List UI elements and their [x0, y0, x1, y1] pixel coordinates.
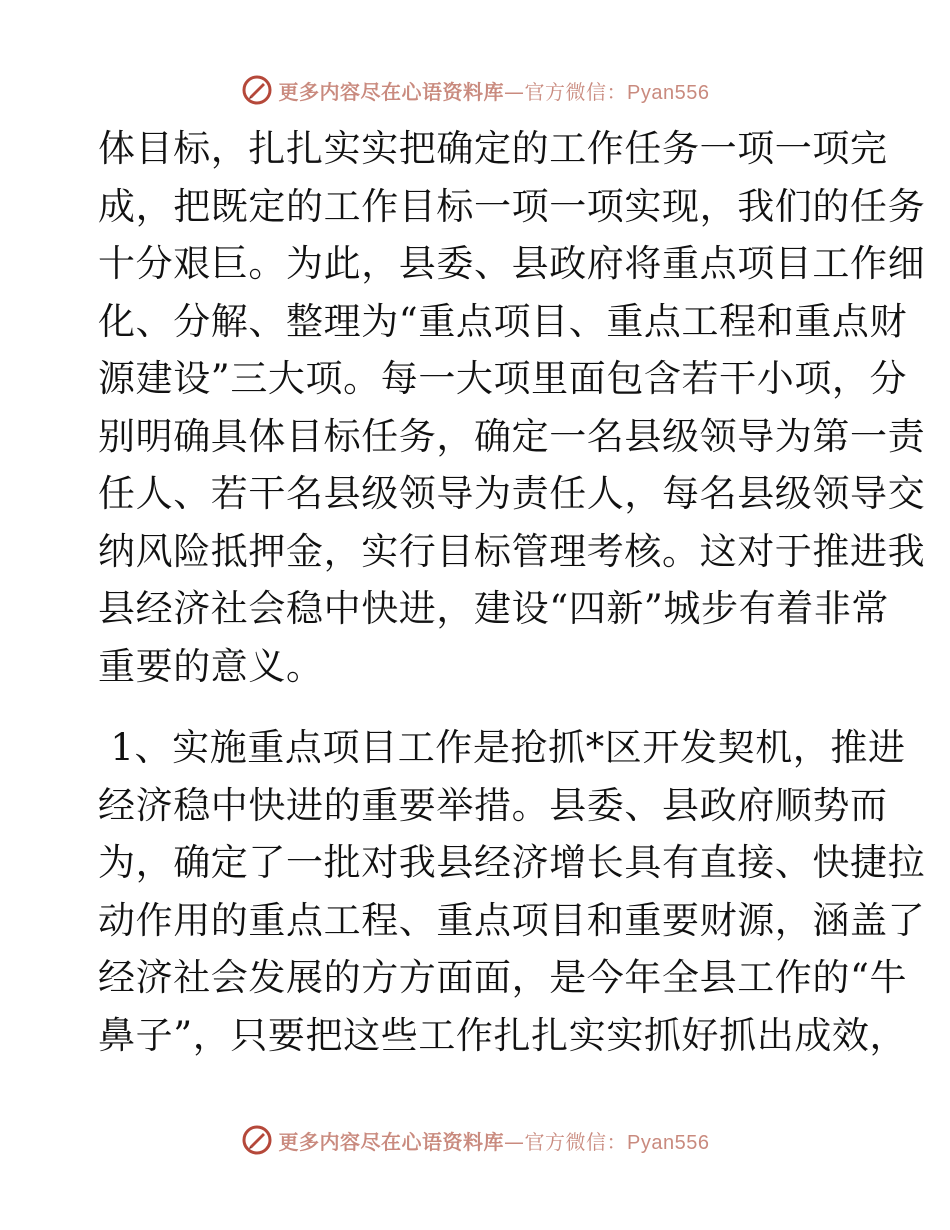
text-line: 化、分解、整理为“重点项目、重点工程和重点财: [98, 299, 908, 343]
text-line: 为，确定了一批对我县经济增长具有直接、快捷拉: [98, 841, 926, 884]
quill-logo-icon: [241, 1124, 273, 1156]
text-line: 源建设”三大项。每一大项里面包含若干小项，分: [98, 357, 908, 400]
quill-logo-icon: [241, 74, 273, 106]
text-line: 任人、若干名县级领导为责任人，每名县级领导交: [98, 472, 926, 515]
banner-site-name: 更多内容尽在心语资料库: [278, 1129, 505, 1154]
text-line: 十分艰巨。为此，县委、县政府将重点项目工作细: [98, 242, 926, 285]
banner-text: [279, 76, 710, 105]
banner-dash: —: [504, 1129, 525, 1154]
banner-site-name: 更多内容尽在心语资料库: [278, 79, 505, 104]
text-line: 成，把既定的工作目标一项一项实现，我们的任务: [98, 184, 926, 228]
banner-wechat-label: 官方微信：: [524, 79, 628, 104]
banner-wechat-id: Pyan556: [627, 1131, 710, 1154]
paragraph-gap: [98, 695, 850, 719]
text-line: 体目标，扎扎实实把确定的工作任务一项一项完: [98, 127, 888, 170]
banner-text: [279, 1126, 710, 1155]
text-line: 重要的意义。: [98, 644, 324, 688]
text-line: 动作用的重点工程、重点项目和重要财源，涵盖了: [98, 898, 926, 942]
footer-banner: [0, 1120, 950, 1160]
banner-dash: —: [504, 79, 525, 104]
header-banner: [0, 70, 950, 110]
banner-wechat-id: Pyan556: [627, 81, 710, 104]
document-body: [98, 120, 926, 1064]
text-line: 县经济社会稳中快进，建设“四新”城步有着非常: [98, 587, 890, 630]
text-line: 经济社会发展的方方面面，是今年全县工作的“牛: [98, 956, 908, 999]
text-line: 经济稳中快进的重要举措。县委、县政府顺势而: [98, 783, 888, 827]
paragraph-2: [98, 719, 926, 1064]
banner-wechat-label: 官方微信：: [524, 1129, 628, 1154]
text-line: 1、实施重点项目工作是抢抓*区开发契机，推进: [98, 726, 906, 769]
text-line: 别明确具体目标任务，确定一名县级领导为第一责: [98, 414, 926, 458]
text-line: 纳风险抵押金，实行目标管理考核。这对于推进我: [98, 529, 926, 573]
text-line: 鼻子”，只要把这些工作扎扎实实抓好抓出成效，: [98, 1013, 908, 1057]
paragraph-1: [98, 120, 926, 695]
